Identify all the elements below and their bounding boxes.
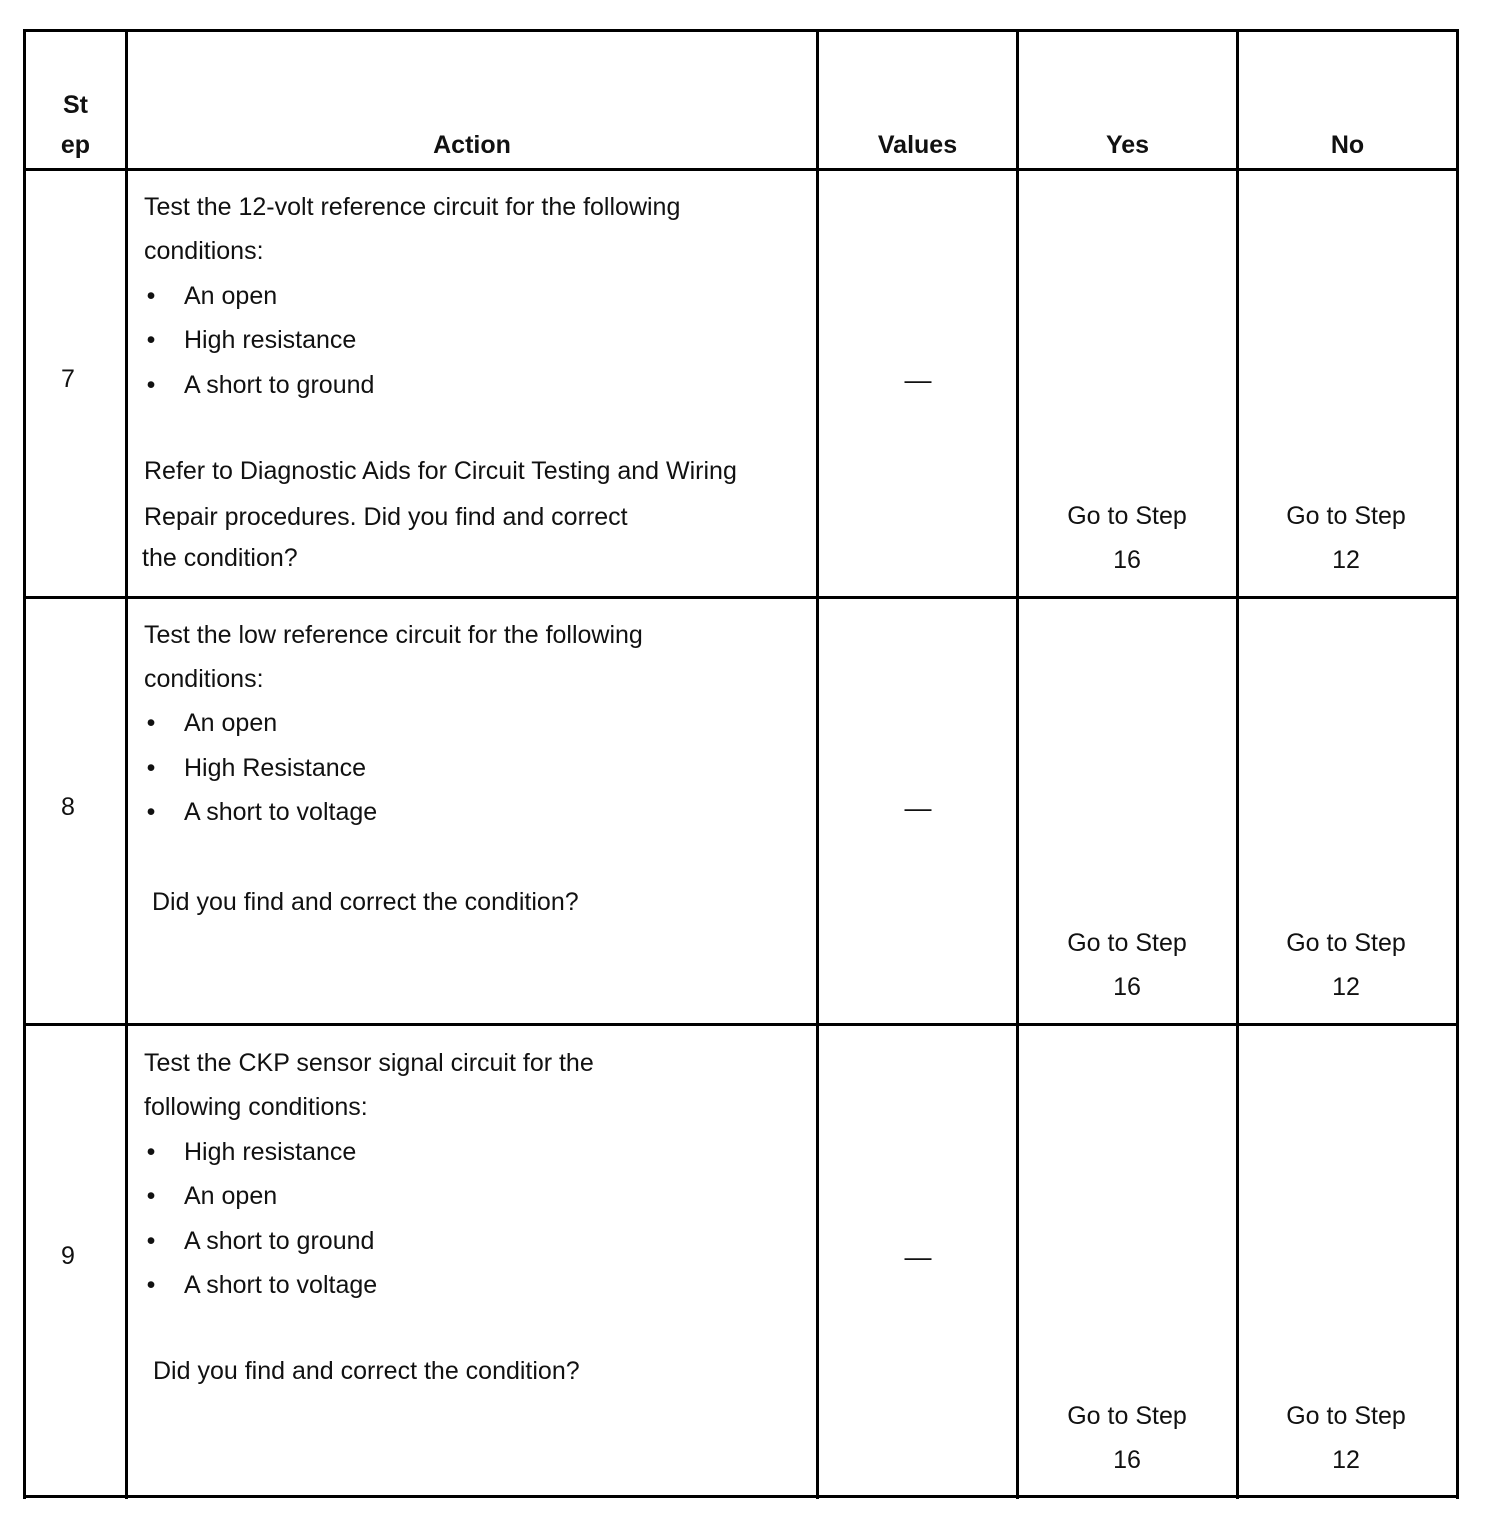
yes-step-number: 16 bbox=[1113, 1446, 1141, 1474]
values-cell: — bbox=[904, 793, 932, 823]
column-divider-step bbox=[125, 29, 128, 1499]
bullet-icon: • bbox=[146, 1227, 156, 1255]
bullet-icon: • bbox=[146, 371, 156, 399]
action-intro-line2: conditions: bbox=[144, 237, 264, 265]
step-number: 8 bbox=[61, 793, 75, 821]
action-question-line1: Did you find and correct the condition? bbox=[153, 1357, 580, 1385]
bullet-icon: • bbox=[146, 754, 156, 782]
no-step-number: 12 bbox=[1332, 546, 1360, 574]
no-go-to-step bbox=[1237, 921, 1455, 1009]
bullet-icon: • bbox=[146, 326, 156, 354]
header-step-line1: St bbox=[63, 91, 88, 119]
column-divider-action bbox=[816, 29, 819, 1499]
header-step bbox=[26, 85, 125, 165]
condition-text: High Resistance bbox=[184, 754, 367, 782]
no-go-to-step bbox=[1237, 494, 1455, 582]
condition-text: A short to voltage bbox=[184, 798, 378, 826]
no-step-number: 12 bbox=[1332, 1446, 1360, 1474]
table-border-top bbox=[23, 29, 1459, 32]
no-go-to-label: Go to Step bbox=[1286, 502, 1406, 530]
condition-text: An open bbox=[184, 1182, 278, 1210]
header-values: Values bbox=[877, 131, 958, 159]
bullet-icon: • bbox=[146, 798, 156, 826]
row-divider-8 bbox=[23, 1023, 1459, 1026]
column-divider-yes bbox=[1236, 29, 1239, 1499]
yes-go-to-step bbox=[1018, 1394, 1236, 1482]
condition-text: High resistance bbox=[184, 326, 357, 354]
condition-text: An open bbox=[184, 709, 278, 737]
no-go-to-label: Go to Step bbox=[1286, 929, 1406, 957]
header-divider bbox=[23, 168, 1459, 171]
condition-text: A short to voltage bbox=[184, 1271, 378, 1299]
condition-text: An open bbox=[184, 282, 278, 310]
bullet-icon: • bbox=[146, 1138, 156, 1166]
condition-text: A short to ground bbox=[184, 371, 375, 399]
header-no: No bbox=[1330, 131, 1365, 159]
values-cell: — bbox=[904, 365, 932, 395]
condition-text: High resistance bbox=[184, 1138, 357, 1166]
action-intro-line1: Test the CKP sensor signal circuit for the bbox=[144, 1049, 594, 1077]
action-question-line1: Did you find and correct the condition? bbox=[152, 888, 579, 916]
header-yes: Yes bbox=[1105, 131, 1150, 159]
bullet-icon: • bbox=[146, 1271, 156, 1299]
action-intro-line2: conditions: bbox=[144, 665, 264, 693]
column-divider-values bbox=[1016, 29, 1019, 1499]
yes-go-to-step bbox=[1018, 494, 1236, 582]
bullet-icon: • bbox=[146, 282, 156, 310]
action-intro-line1: Test the 12-volt reference circuit for the following bbox=[144, 193, 681, 221]
yes-go-to-label: Go to Step bbox=[1067, 929, 1187, 957]
yes-go-to-label: Go to Step bbox=[1067, 502, 1187, 530]
action-question-line3: the condition? bbox=[142, 544, 298, 572]
condition-text: A short to ground bbox=[184, 1227, 375, 1255]
table-border-right bbox=[1456, 29, 1459, 1499]
yes-go-to-step bbox=[1018, 921, 1236, 1009]
yes-step-number: 16 bbox=[1113, 546, 1141, 574]
values-cell: — bbox=[904, 1242, 932, 1272]
bullet-icon: • bbox=[146, 709, 156, 737]
table-border-left bbox=[23, 29, 26, 1499]
step-number: 9 bbox=[61, 1242, 75, 1270]
action-intro-line2: following conditions: bbox=[144, 1093, 368, 1121]
header-action: Action bbox=[433, 131, 511, 159]
no-step-number: 12 bbox=[1332, 973, 1360, 1001]
yes-step-number: 16 bbox=[1113, 973, 1141, 1001]
no-go-to-step bbox=[1237, 1394, 1455, 1482]
action-question-line1: Refer to Diagnostic Aids for Circuit Testing and Wiring bbox=[144, 457, 737, 485]
action-intro-line1: Test the low reference circuit for the following bbox=[144, 621, 643, 649]
table-border-bottom bbox=[23, 1495, 1459, 1498]
diagnostic-table bbox=[23, 29, 1460, 1499]
no-go-to-label: Go to Step bbox=[1286, 1402, 1406, 1430]
action-question-line2: Repair procedures. Did you find and correct bbox=[144, 503, 628, 531]
step-number: 7 bbox=[61, 365, 75, 393]
yes-go-to-label: Go to Step bbox=[1067, 1402, 1187, 1430]
bullet-icon: • bbox=[146, 1182, 156, 1210]
header-step-line2: ep bbox=[60, 131, 91, 159]
row-divider-7 bbox=[23, 596, 1459, 599]
